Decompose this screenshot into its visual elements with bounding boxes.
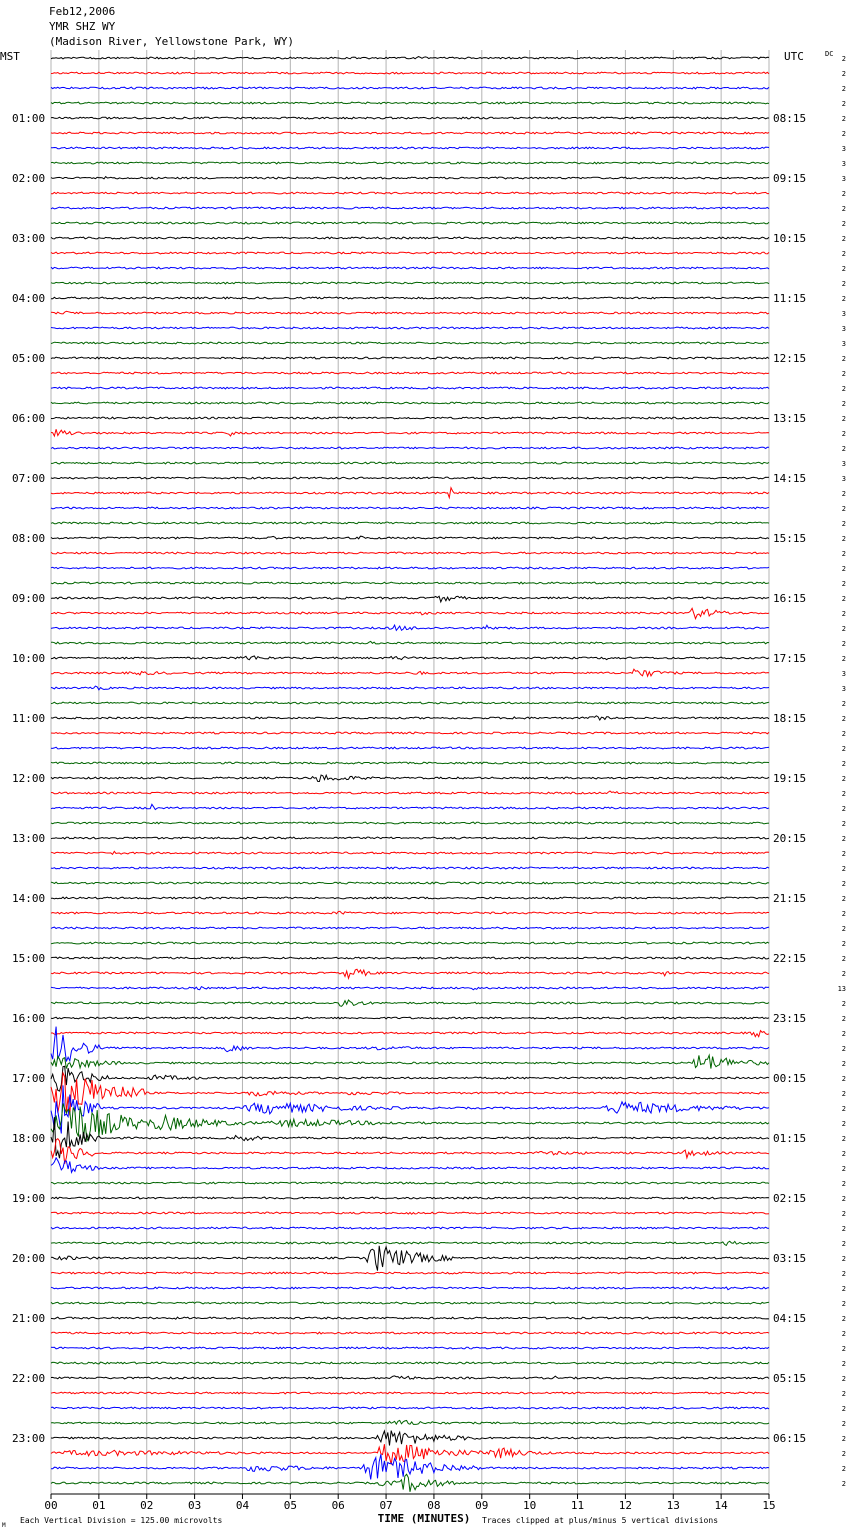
dc-value: 3 <box>841 160 846 168</box>
clip-note: Traces clipped at plus/minus 5 vertical divisions <box>482 1516 719 1525</box>
dc-value: 2 <box>841 1480 846 1488</box>
trace-row <box>51 957 769 959</box>
mst-hour-label: 07:00 <box>12 472 46 485</box>
x-tick-label: 08 <box>427 1499 441 1512</box>
dc-value: 2 <box>841 835 846 843</box>
trace-row <box>51 417 769 419</box>
dc-value: 3 <box>841 175 846 183</box>
dc-value: 2 <box>841 655 846 663</box>
utc-hour-label: 15:15 <box>773 532 807 545</box>
dc-value: 3 <box>841 325 846 333</box>
dc-value: 2 <box>841 1165 846 1173</box>
right-axis-title: UTC <box>784 50 804 63</box>
trace-row <box>51 282 769 284</box>
dc-title: DC <box>825 50 834 58</box>
dc-value: 2 <box>841 1060 846 1068</box>
mst-hour-label: 15:00 <box>12 952 46 965</box>
trace-row <box>51 702 769 704</box>
trace-row <box>51 927 769 929</box>
trace-row <box>51 387 769 389</box>
utc-hour-label: 10:15 <box>773 232 807 245</box>
trace-row <box>51 1272 769 1274</box>
trace-row <box>51 252 769 254</box>
dc-value: 2 <box>841 700 846 708</box>
x-tick-label: 01 <box>92 1499 106 1512</box>
utc-hour-label: 09:15 <box>773 172 807 185</box>
x-tick-label: 00 <box>44 1499 58 1512</box>
trace-row <box>51 608 769 618</box>
dc-value: 2 <box>841 220 846 228</box>
dc-value: 2 <box>841 1300 846 1308</box>
dc-value: 2 <box>841 1375 846 1383</box>
scale-note: Each Vertical Division = 125.00 microvolts <box>20 1516 223 1525</box>
dc-value: 2 <box>841 265 846 273</box>
utc-hour-label: 05:15 <box>773 1372 807 1385</box>
dc-value: 2 <box>841 250 846 258</box>
trace-row <box>51 969 769 978</box>
dc-value: 2 <box>841 640 846 648</box>
trace-row <box>51 1000 769 1006</box>
trace-row <box>51 237 769 239</box>
dc-value: 2 <box>841 580 846 588</box>
dc-value: 2 <box>841 1105 846 1113</box>
dc-value: 3 <box>841 475 846 483</box>
dc-value: 2 <box>841 1180 846 1188</box>
trace-row <box>51 1302 769 1304</box>
trace-row <box>51 402 769 404</box>
trace-row <box>51 87 769 89</box>
utc-hour-label: 12:15 <box>773 352 807 365</box>
dc-value: 2 <box>841 745 846 753</box>
dc-value: 2 <box>841 1195 846 1203</box>
dc-value: 3 <box>841 145 846 153</box>
x-tick-label: 03 <box>187 1499 202 1512</box>
utc-hour-label: 23:15 <box>773 1012 807 1025</box>
dc-value: 2 <box>841 1345 846 1353</box>
mst-hour-label: 10:00 <box>12 652 46 665</box>
trace-row <box>51 747 769 749</box>
utc-hour-label: 02:15 <box>773 1192 807 1205</box>
dc-value: 2 <box>841 1000 846 1008</box>
trace-row <box>51 911 769 914</box>
trace-row <box>51 1420 769 1424</box>
trace-row <box>51 942 769 944</box>
utc-hour-label: 14:15 <box>773 472 807 485</box>
trace-row <box>51 625 769 630</box>
dc-value: 2 <box>841 760 846 768</box>
mst-hour-label: 11:00 <box>12 712 46 725</box>
x-tick-label: 12 <box>618 1499 633 1512</box>
dc-value: 2 <box>841 505 846 513</box>
x-tick-label: 10 <box>523 1499 537 1512</box>
trace-row <box>51 987 769 990</box>
trace-row <box>51 867 769 869</box>
mst-hour-label: 14:00 <box>12 892 46 905</box>
trace-row <box>51 488 769 498</box>
dc-value: 2 <box>841 1255 846 1263</box>
dc-value: 2 <box>841 565 846 573</box>
utc-hour-label: 16:15 <box>773 592 807 605</box>
dc-value: 2 <box>841 280 846 288</box>
mst-hour-label: 22:00 <box>12 1372 46 1385</box>
dc-value: 2 <box>841 1405 846 1413</box>
utc-hour-label: 21:15 <box>773 892 807 905</box>
trace-row <box>51 882 769 884</box>
dc-value: 3 <box>841 460 846 468</box>
dc-value: 2 <box>841 595 846 603</box>
mst-hour-label: 03:00 <box>12 232 46 245</box>
x-tick-label: 09 <box>475 1499 489 1512</box>
trace-row <box>51 641 769 644</box>
dc-value: 3 <box>841 685 846 693</box>
dc-value: 2 <box>841 1450 846 1458</box>
trace-row <box>51 686 769 690</box>
dc-value: 2 <box>841 805 846 813</box>
dc-value: 2 <box>841 1360 846 1368</box>
mst-hour-label: 06:00 <box>12 412 46 425</box>
trace-group <box>51 57 769 1492</box>
dc-value: 2 <box>841 790 846 798</box>
dc-value: 2 <box>841 70 846 78</box>
mst-hour-label: 02:00 <box>12 172 46 185</box>
trace-row <box>51 1317 769 1319</box>
x-tick-label: 13 <box>666 1499 680 1512</box>
trace-row <box>51 192 769 194</box>
trace-row <box>51 851 769 854</box>
header-date: Feb12,2006 <box>49 5 116 18</box>
trace-row <box>51 1454 769 1479</box>
trace-row <box>51 775 769 782</box>
trace-row <box>51 477 769 479</box>
trace-row <box>51 162 769 164</box>
dc-value: 2 <box>841 235 846 243</box>
trace-row <box>51 297 769 299</box>
trace-row <box>51 732 769 734</box>
trace-row <box>51 552 769 554</box>
dc-value: 2 <box>841 1420 846 1428</box>
x-tick-label: 05 <box>283 1499 297 1512</box>
dc-value: 2 <box>841 925 846 933</box>
dc-value: 2 <box>841 1015 846 1023</box>
trace-row <box>51 102 769 104</box>
x-tick-label: 15 <box>762 1499 776 1512</box>
trace-row <box>51 462 769 464</box>
trace-row <box>51 1158 769 1173</box>
trace-row <box>51 311 769 314</box>
dc-value: 2 <box>841 400 846 408</box>
utc-hour-label: 08:15 <box>773 112 807 125</box>
trace-row <box>51 357 769 359</box>
utc-hour-label: 11:15 <box>773 292 807 305</box>
utc-hour-label: 04:15 <box>773 1312 807 1325</box>
dc-value: 2 <box>841 130 846 138</box>
header-location: (Madison River, Yellowstone Park, WY) <box>49 35 295 48</box>
dc-value: 2 <box>841 1330 846 1338</box>
dc-value: 2 <box>841 385 846 393</box>
dc-value: 2 <box>841 370 846 378</box>
trace-row <box>51 791 769 794</box>
x-tick-label: 06 <box>331 1499 345 1512</box>
trace-row <box>51 1362 769 1364</box>
dc-value: 2 <box>841 550 846 558</box>
trace-row <box>51 1182 769 1184</box>
trace-row <box>51 447 769 449</box>
dc-value: 2 <box>841 955 846 963</box>
trace-row <box>51 1474 769 1492</box>
trace-row <box>51 429 769 436</box>
dc-value: 3 <box>841 310 846 318</box>
trace-row <box>51 1227 769 1229</box>
trace-row <box>51 567 769 569</box>
dc-value: 2 <box>841 55 846 63</box>
dc-value: 2 <box>841 730 846 738</box>
trace-row <box>51 837 769 839</box>
dc-value: 2 <box>841 865 846 873</box>
dc-value: 2 <box>841 1270 846 1278</box>
mst-hour-label: 16:00 <box>12 1012 46 1025</box>
trace-row <box>51 1332 769 1334</box>
x-tick-label: 07 <box>379 1499 393 1512</box>
trace-row <box>51 822 769 824</box>
trace-row <box>51 1104 769 1141</box>
dc-value: 2 <box>841 1435 846 1443</box>
trace-row <box>51 372 769 374</box>
utc-hour-label: 06:15 <box>773 1432 807 1445</box>
trace-row <box>51 1376 769 1379</box>
dc-value: 2 <box>841 1285 846 1293</box>
mst-hour-label: 17:00 <box>12 1072 46 1085</box>
trace-row <box>51 656 769 660</box>
trace-row <box>51 117 769 119</box>
x-tick-label: 04 <box>235 1499 250 1512</box>
trace-row <box>51 1031 769 1037</box>
utc-hour-label: 22:15 <box>773 952 807 965</box>
dc-value: 2 <box>841 1465 846 1473</box>
dc-value: 2 <box>841 85 846 93</box>
dc-value: 2 <box>841 775 846 783</box>
trace-row <box>51 132 769 134</box>
x-axis-title: TIME (MINUTES) <box>377 1512 471 1525</box>
trace-row <box>51 596 769 602</box>
trace-row <box>51 522 769 524</box>
dc-value: 2 <box>841 715 846 723</box>
mst-hour-label: 05:00 <box>12 352 46 365</box>
trace-row <box>51 342 769 344</box>
dc-value: 2 <box>841 820 846 828</box>
dc-value: 2 <box>841 1225 846 1233</box>
utc-hour-label: 13:15 <box>773 412 807 425</box>
dc-value: 2 <box>841 1210 846 1218</box>
dc-value: 2 <box>841 535 846 543</box>
trace-row <box>51 536 769 539</box>
dc-value: 2 <box>841 100 846 108</box>
utc-hour-label: 19:15 <box>773 772 807 785</box>
trace-row <box>51 507 769 509</box>
mst-hour-label: 01:00 <box>12 112 46 125</box>
trace-row <box>51 57 769 59</box>
trace-row <box>51 1055 769 1068</box>
dc-value: 2 <box>841 1390 846 1398</box>
dc-value: 2 <box>841 910 846 918</box>
dc-value: 2 <box>841 625 846 633</box>
trace-row <box>51 1212 769 1214</box>
dc-value: 2 <box>841 445 846 453</box>
dc-value: 2 <box>841 1090 846 1098</box>
dc-value: 2 <box>841 295 846 303</box>
dc-value: 3 <box>841 340 846 348</box>
dc-value: 2 <box>841 1150 846 1158</box>
trace-row <box>51 1347 769 1349</box>
trace-row <box>51 1241 769 1245</box>
trace-row <box>51 1407 769 1409</box>
mst-hour-label: 21:00 <box>12 1312 46 1325</box>
mst-hour-label: 19:00 <box>12 1192 46 1205</box>
dc-value: 2 <box>841 1045 846 1053</box>
mst-hour-label: 12:00 <box>12 772 46 785</box>
trace-row <box>51 804 769 809</box>
trace-row <box>51 762 769 764</box>
trace-row <box>51 207 769 209</box>
trace-row <box>51 669 769 676</box>
header-station: YMR SHZ WY <box>49 20 116 33</box>
trace-row <box>51 72 769 74</box>
dc-value: 2 <box>841 490 846 498</box>
trace-row <box>51 1017 769 1019</box>
dc-value: 2 <box>841 850 846 858</box>
dc-value: 2 <box>841 1075 846 1083</box>
mst-hour-label: 13:00 <box>12 832 46 845</box>
mst-hour-label: 18:00 <box>12 1132 46 1145</box>
trace-row <box>51 716 769 720</box>
trace-row <box>51 897 769 899</box>
utc-hour-label: 17:15 <box>773 652 807 665</box>
dc-value: 2 <box>841 940 846 948</box>
trace-row <box>51 582 769 584</box>
trace-row <box>51 222 769 224</box>
dc-value: 2 <box>841 115 846 123</box>
mst-hour-label: 09:00 <box>12 592 46 605</box>
dc-value: 2 <box>841 430 846 438</box>
trace-row <box>51 1139 769 1164</box>
utc-hour-label: 00:15 <box>773 1072 807 1085</box>
mst-hour-label: 04:00 <box>12 292 46 305</box>
trace-row <box>51 1431 769 1446</box>
trace-row <box>51 177 769 179</box>
utc-hour-label: 01:15 <box>773 1132 807 1145</box>
dc-value: 13 <box>837 985 846 993</box>
dc-value: 2 <box>841 970 846 978</box>
trace-row <box>51 1392 769 1394</box>
x-tick-label: 11 <box>570 1499 585 1512</box>
utc-hour-label: 20:15 <box>773 832 807 845</box>
dc-value: 2 <box>841 190 846 198</box>
dc-value: 2 <box>841 880 846 888</box>
dc-value: 2 <box>841 1315 846 1323</box>
dc-value: 2 <box>841 1135 846 1143</box>
dc-value: 2 <box>841 1120 846 1128</box>
left-axis-title: MST <box>0 50 20 63</box>
trace-row <box>51 1246 769 1271</box>
trace-row <box>51 147 769 149</box>
trace-row <box>51 267 769 269</box>
dc-value: 2 <box>841 205 846 213</box>
trace-row <box>51 1066 769 1091</box>
utc-hour-label: 18:15 <box>773 712 807 725</box>
trace-row <box>51 1073 769 1116</box>
dc-value: 2 <box>841 610 846 618</box>
mst-hour-label: 20:00 <box>12 1252 46 1265</box>
x-tick-label: 02 <box>140 1499 154 1512</box>
x-tick-label: 14 <box>714 1499 728 1512</box>
dc-value: 2 <box>841 355 846 363</box>
dc-value: 3 <box>841 670 846 678</box>
dc-value: 2 <box>841 1030 846 1038</box>
trace-row <box>51 1287 769 1290</box>
dc-value: 2 <box>841 415 846 423</box>
utc-hour-label: 03:15 <box>773 1252 807 1265</box>
dc-value: 2 <box>841 520 846 528</box>
trace-row <box>51 1444 769 1464</box>
dc-value: 2 <box>841 1240 846 1248</box>
mst-hour-label: 08:00 <box>12 532 46 545</box>
corner-mark: M <box>2 1522 6 1529</box>
trace-row <box>51 1197 769 1199</box>
dc-value: 2 <box>841 895 846 903</box>
trace-row <box>51 327 769 329</box>
mst-hour-label: 23:00 <box>12 1432 46 1445</box>
